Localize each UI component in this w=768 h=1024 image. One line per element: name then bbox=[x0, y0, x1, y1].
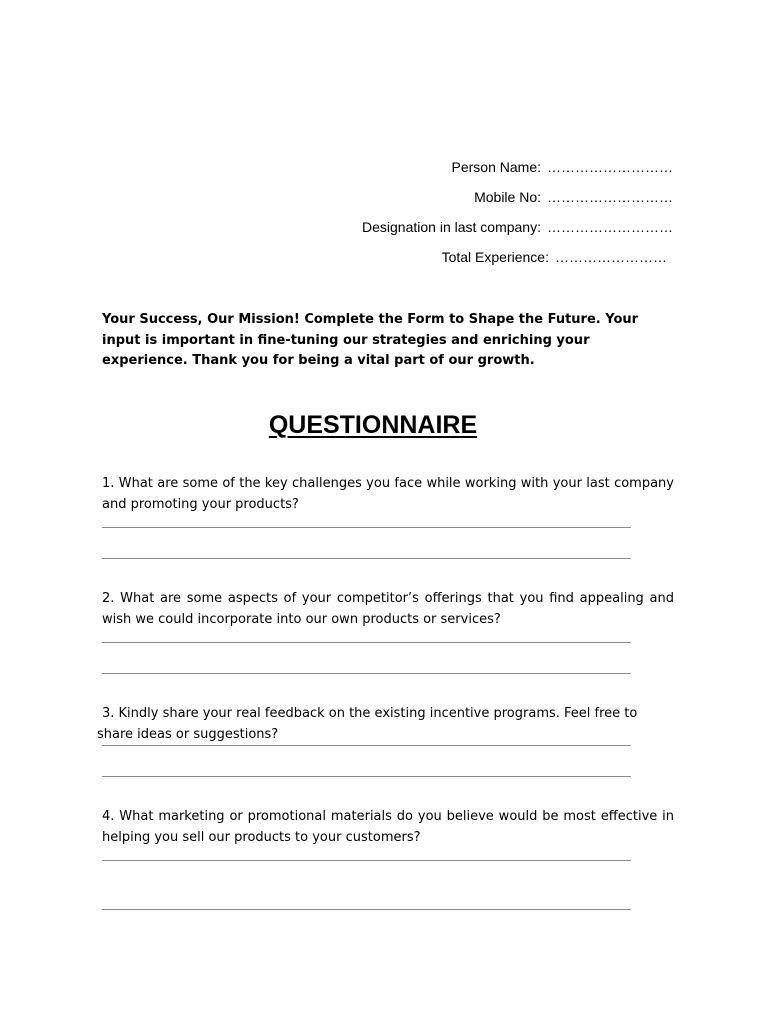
field-label: Total Experience: bbox=[441, 249, 549, 265]
question-3: 3. Kindly share your real feedback on the existing incentive programs. Feel free to share ideas or suggestions? bbox=[97, 706, 638, 742]
field-blank[interactable]: ……………………… bbox=[547, 159, 673, 175]
answer-line[interactable] bbox=[102, 673, 631, 674]
answer-line[interactable] bbox=[102, 527, 631, 528]
answer-line[interactable] bbox=[102, 558, 631, 559]
question-4: 4. What marketing or promotional materials do you believe would be most effective in helping you sell our products to your customers? bbox=[102, 809, 674, 845]
question-1: 1. What are some of the key challenges you face while working with your last company and promoting your products? bbox=[102, 476, 674, 512]
page-title: QUESTIONNAIRE bbox=[268, 411, 478, 439]
field-blank[interactable]: ……………………… bbox=[547, 189, 673, 205]
field-blank[interactable]: …………………… bbox=[555, 249, 667, 265]
field-total-experience bbox=[442, 249, 667, 265]
field-person-name bbox=[452, 159, 673, 175]
answer-line[interactable] bbox=[102, 745, 631, 746]
question-2: 2. What are some aspects of your competitor’s offerings that you find appealing and wish we could incorporate into our own products or services? bbox=[102, 591, 674, 627]
field-label: Designation in last company: bbox=[362, 219, 541, 235]
field-designation bbox=[362, 219, 673, 235]
field-label: Mobile No: bbox=[474, 189, 541, 205]
answer-line[interactable] bbox=[102, 909, 631, 910]
answer-line[interactable] bbox=[102, 776, 631, 777]
field-blank[interactable]: ……………………… bbox=[547, 219, 673, 235]
intro-paragraph: Your Success, Our Mission! Complete the Form to Shape the Future. Your input is important in fine-tuning our strategies and enriching your experience. Thank you for being a vital part of our growth. bbox=[102, 312, 639, 368]
answer-line[interactable] bbox=[102, 860, 631, 861]
answer-line[interactable] bbox=[102, 642, 631, 643]
field-label: Person Name: bbox=[451, 159, 541, 175]
field-mobile-no bbox=[474, 189, 673, 205]
